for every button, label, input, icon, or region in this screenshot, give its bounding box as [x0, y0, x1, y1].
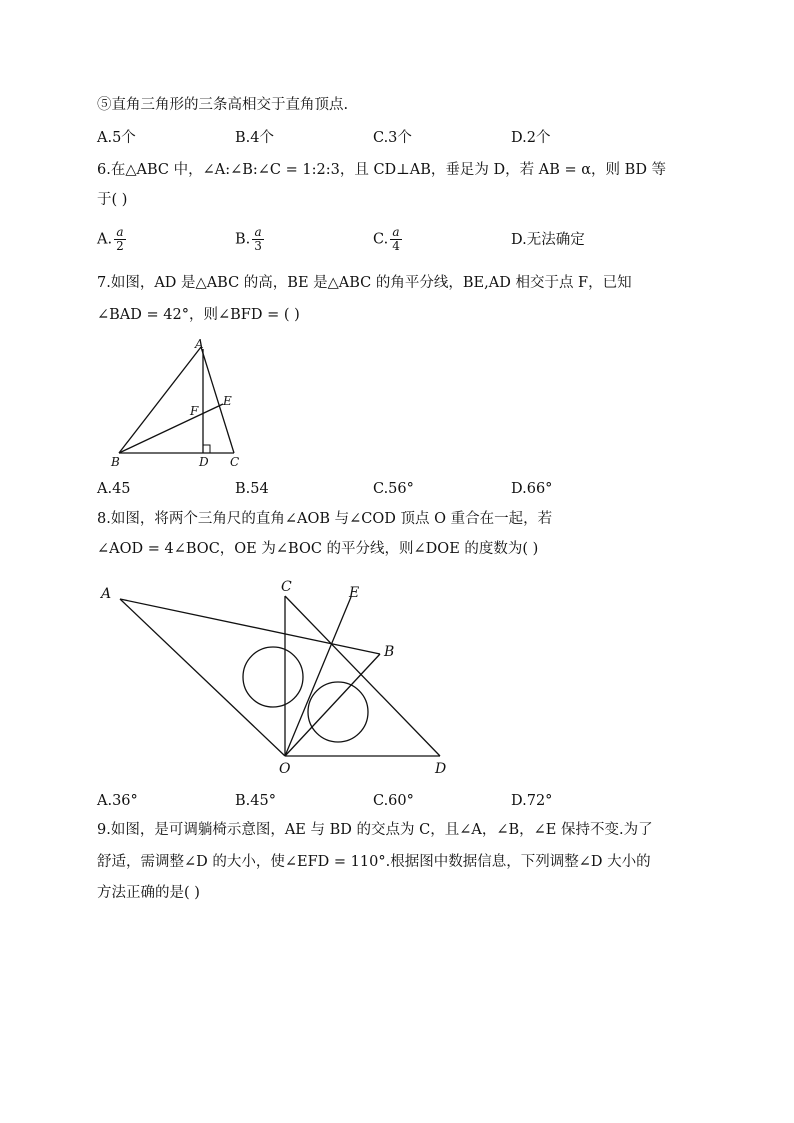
- q6-stem-line2: 于( ): [97, 192, 128, 208]
- q7-label-d: D: [199, 455, 209, 469]
- q8-edge-cd: [285, 596, 440, 756]
- q7-right-angle-mark: [203, 445, 210, 453]
- q6-option-b-prefix: B.: [235, 231, 251, 248]
- q8-edge-ab: [120, 599, 380, 654]
- q6-option-b-denominator: 3: [254, 239, 262, 253]
- q8-stem-line2: ∠AOD = 4∠BOC，OE 为∠BOC 的平分线，则∠DOE 的度数为( ): [97, 541, 539, 557]
- q6-option-b: [235, 226, 264, 253]
- q8-label-c: C: [281, 579, 292, 595]
- q8-edge-oa: [120, 599, 285, 756]
- q8-label-d: D: [435, 761, 447, 777]
- q7-stem-line1: 7.如图，AD 是△ABC 的高，BE 是△ABC 的角平分线，BE,AD 相交于点 F，已知: [97, 275, 632, 291]
- q8-option-c: C.60°: [373, 793, 414, 809]
- q6-option-a-denominator: 2: [116, 239, 124, 253]
- q5-option-d: D.2个: [511, 130, 551, 146]
- q7-option-b: B.54: [235, 481, 269, 497]
- q6-option-c: [373, 226, 402, 253]
- q7-label-c: C: [230, 455, 240, 469]
- q6-option-c-prefix: C.: [373, 231, 389, 248]
- q7-stem-line2: ∠BAD = 42°，则∠BFD = ( ): [97, 307, 300, 323]
- q8-label-e: E: [349, 585, 360, 601]
- q8-option-a: A.36°: [97, 793, 138, 809]
- q6-option-b-fraction: [252, 226, 264, 253]
- q8-stem-line1: 8.如图，将两个三角尺的直角∠AOB 与∠COD 顶点 O 重合在一起，若: [97, 511, 553, 527]
- q6-option-a: [97, 226, 126, 253]
- q8-option-d: D.72°: [511, 793, 553, 809]
- q7-side-ab: [119, 347, 201, 453]
- q8-set-square-hole-right: [308, 682, 368, 742]
- q8-label-o: O: [279, 761, 291, 777]
- q6-stem-line1: 6.在△ABC 中，∠A:∠B:∠C = 1:2:3，且 CD⊥AB，垂足为 D，若 AB = α，则 BD 等: [97, 162, 667, 178]
- q7-bisector-be: [119, 404, 223, 453]
- q7-label-b: B: [111, 455, 120, 469]
- q5-option-a: A.5个: [97, 130, 136, 146]
- q7-option-a: A.45: [97, 481, 131, 497]
- q8-option-b: B.45°: [235, 793, 276, 809]
- q8-set-squares-figure: [95, 575, 465, 780]
- q8-edge-ob: [285, 654, 380, 756]
- q8-set-square-hole-left: [243, 647, 303, 707]
- q8-label-a: A: [101, 586, 112, 602]
- q6-option-d: D.无法确定: [511, 232, 585, 248]
- q7-option-c: C.56°: [373, 481, 414, 497]
- q5-option-c: C.3个: [373, 130, 412, 146]
- q9-stem-line2: 舒适，需调整∠D 的大小，使∠EFD = 110°.根据图中数据信息，下列调整∠D 大小的: [97, 854, 651, 870]
- q6-option-b-numerator: a: [252, 226, 264, 240]
- q9-stem-line1: 9.如图，是可调躺椅示意图，AE 与 BD 的交点为 C，且∠A，∠B，∠E 保持不变.为了: [97, 822, 653, 838]
- q7-label-f: F: [190, 404, 199, 418]
- q6-option-a-numerator: a: [114, 226, 126, 240]
- q8-bisector-oe: [285, 597, 351, 756]
- q5-option-b: B.4个: [235, 130, 274, 146]
- q6-option-a-prefix: A.: [97, 231, 113, 248]
- q9-stem-line3: 方法正确的是( ): [97, 885, 200, 901]
- q6-option-c-denominator: 4: [392, 239, 400, 253]
- q7-label-a: A: [195, 337, 204, 351]
- q6-option-c-fraction: [390, 226, 402, 253]
- q5-item-5: ⑤直角三角形的三条高相交于直角顶点.: [97, 97, 349, 113]
- q7-label-e: E: [223, 394, 232, 408]
- q6-option-c-numerator: a: [390, 226, 402, 240]
- q6-option-a-fraction: [114, 226, 126, 253]
- q7-triangle-figure: [105, 335, 255, 470]
- q8-label-b: B: [384, 644, 395, 660]
- q7-option-d: D.66°: [511, 481, 553, 497]
